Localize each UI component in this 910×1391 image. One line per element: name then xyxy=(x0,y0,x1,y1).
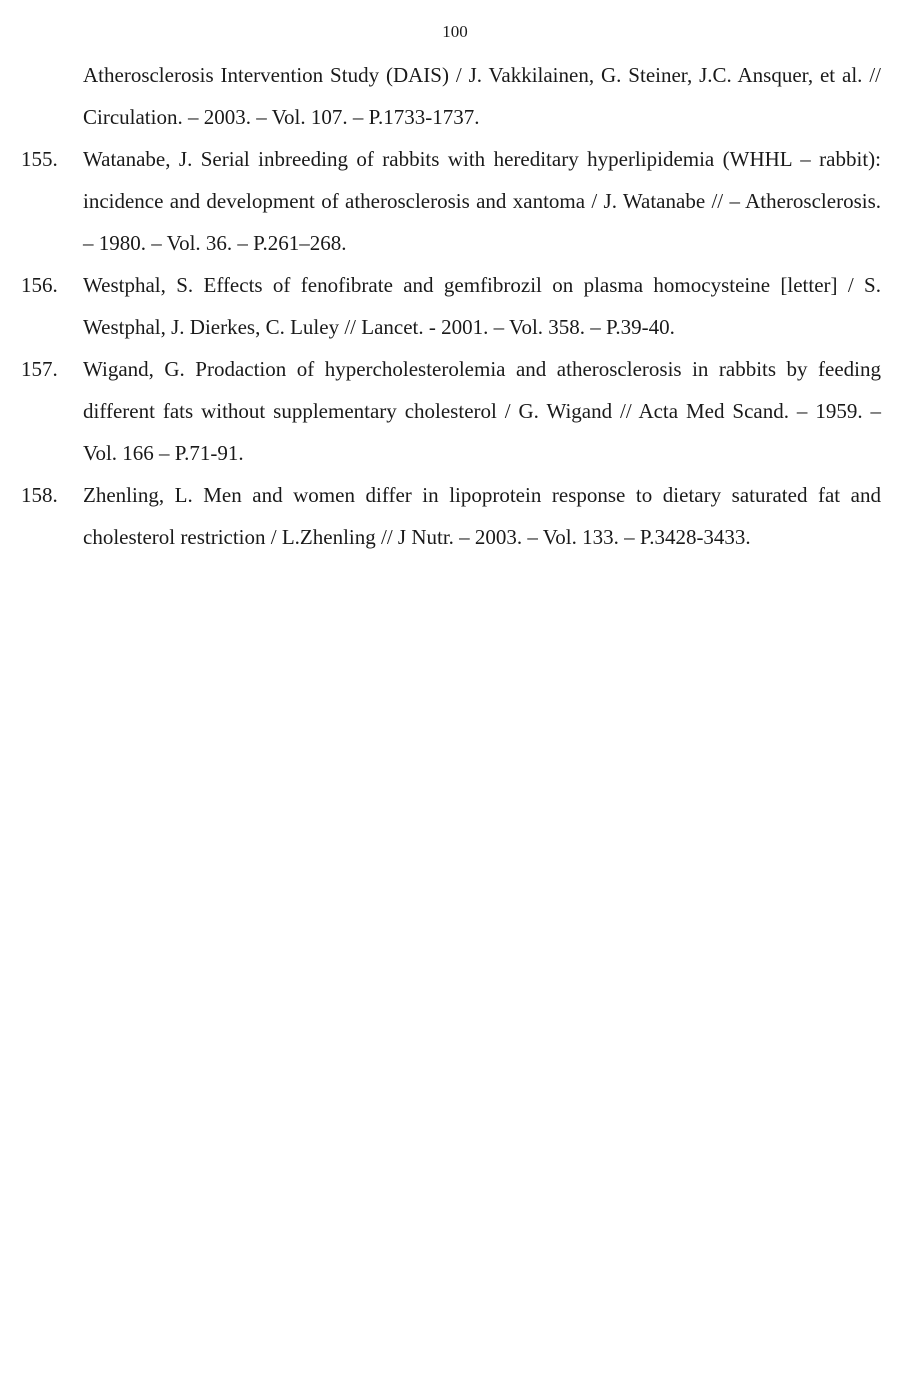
page-number: 100 xyxy=(442,22,468,41)
reference-item xyxy=(0,474,910,558)
reference-item xyxy=(0,264,910,348)
reference-number: 155. xyxy=(21,147,58,171)
reference-text: Wigand, G. Prodaction of hypercholesterolemia and atherosclerosis in rabbits by feeding different fats without supplementary cholesterol / G. Wigand // Acta Med Scand. – 1959. – Vol. 166 – P.71-91. xyxy=(83,357,881,465)
reference-text: Westphal, S. Effects of fenofibrate and gemfibrozil on plasma homocysteine [letter] / S. Westphal, J. Dierkes, C. Luley // Lancet. - 2001. – Vol. 358. – P.39-40. xyxy=(83,273,881,339)
reference-number: 158. xyxy=(21,483,58,507)
reference-text: Watanabe, J. Serial inbreeding of rabbits with hereditary hyperlipidemia (WHHL – rabbit): incidence and development of atherosclerosis and xantoma / J. Watanabe // – Atherosclerosis. – 1980. – Vol. 36. – P.261–268. xyxy=(83,147,881,255)
reference-number: 157. xyxy=(21,357,58,381)
reference-text: Zhenling, L. Men and women differ in lipoprotein response to dietary saturated fat and cholesterol restriction / L.Zhenling // J Nutr. – 2003. – Vol. 133. – P.3428-3433. xyxy=(83,483,881,549)
reference-number: 156. xyxy=(21,273,58,297)
reference-item xyxy=(0,138,910,264)
reference-text: Atherosclerosis Intervention Study (DAIS) / J. Vakkilainen, G. Steiner, J.C. Ansquer, et al. // Circulation. – 2003. – Vol. 107. – P.1733-1737. xyxy=(83,63,881,129)
reference-item xyxy=(0,348,910,474)
reference-item xyxy=(0,54,910,138)
reference-list xyxy=(0,54,910,558)
